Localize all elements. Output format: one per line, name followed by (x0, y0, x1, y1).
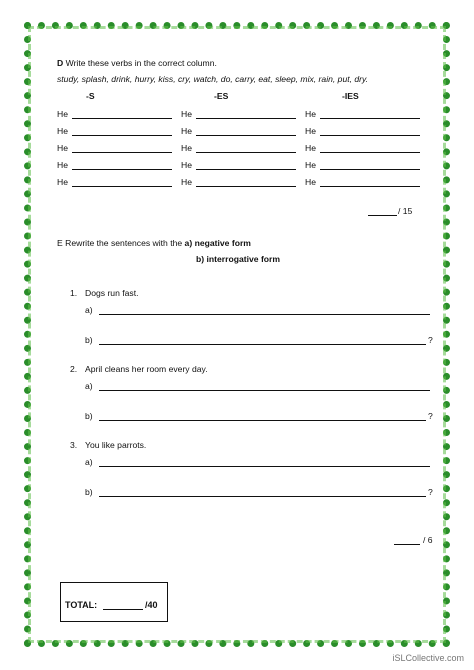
row-prefix-he: He (57, 143, 68, 153)
answer-blank[interactable] (196, 152, 296, 153)
question-mark: ? (428, 411, 433, 421)
row-prefix-he: He (181, 126, 192, 136)
negative-answer-line[interactable] (99, 466, 430, 467)
verb-list: study, splash, drink, hurry, kiss, cry, watch, do, carry, eat, sleep, mix, rain, put, dry. (57, 74, 369, 84)
section-e-letter: E (57, 238, 63, 248)
section-d-instruction: Write these verbs in the correct column. (65, 58, 217, 68)
answer-blank[interactable] (320, 186, 420, 187)
option-a-label: a) (85, 381, 93, 391)
answer-blank[interactable] (196, 169, 296, 170)
answer-blank[interactable] (196, 118, 296, 119)
total-out-of: /40 (145, 600, 158, 610)
interrogative-form-label: b) interrogative form (196, 254, 281, 264)
row-prefix-he: He (305, 126, 316, 136)
row-prefix-he: He (305, 160, 316, 170)
option-b-label: b) (85, 487, 93, 497)
row-prefix-he: He (305, 109, 316, 119)
section-d-letter: D (57, 58, 64, 68)
section-e-heading (57, 238, 251, 248)
interrogative-answer-line[interactable] (99, 420, 426, 421)
option-a-label: a) (85, 305, 93, 315)
row-prefix-he: He (57, 126, 68, 136)
row-prefix-he: He (181, 177, 192, 187)
row-prefix-he: He (57, 177, 68, 187)
column-header-s: -S (86, 91, 95, 101)
negative-form-label: a) negative form (184, 238, 251, 248)
negative-answer-line[interactable] (99, 314, 430, 315)
section-d-score-blank[interactable] (368, 215, 397, 216)
option-b-label: b) (85, 411, 93, 421)
answer-blank[interactable] (72, 169, 172, 170)
answer-blank[interactable] (320, 152, 420, 153)
option-a-label: a) (85, 457, 93, 467)
negative-answer-line[interactable] (99, 390, 430, 391)
item-sentence: Dogs run fast. (85, 288, 139, 298)
item-number: 2. (70, 364, 78, 374)
section-e-instruction: Rewrite the sentences with the (65, 238, 183, 248)
row-prefix-he: He (57, 109, 68, 119)
total-blank[interactable] (103, 609, 143, 610)
row-prefix-he: He (305, 177, 316, 187)
question-mark: ? (428, 487, 433, 497)
item-sentence: April cleans her room every day. (85, 364, 208, 374)
row-prefix-he: He (181, 160, 192, 170)
answer-blank[interactable] (72, 186, 172, 187)
row-prefix-he: He (305, 143, 316, 153)
interrogative-answer-line[interactable] (99, 344, 426, 345)
section-e-score: / 6 (423, 535, 433, 545)
answer-blank[interactable] (196, 135, 296, 136)
item-sentence: You like parrots. (85, 440, 147, 450)
answer-blank[interactable] (196, 186, 296, 187)
total-label: TOTAL: (65, 600, 98, 610)
column-header-es: -ES (214, 91, 229, 101)
answer-blank[interactable] (72, 135, 172, 136)
answer-blank[interactable] (72, 152, 172, 153)
option-b-label: b) (85, 335, 93, 345)
section-d-heading (57, 58, 217, 68)
interrogative-answer-line[interactable] (99, 496, 426, 497)
row-prefix-he: He (181, 143, 192, 153)
row-prefix-he: He (181, 109, 192, 119)
item-number: 1. (70, 288, 78, 298)
section-d-score: / 15 (398, 206, 413, 216)
column-header-ies: -IES (342, 91, 359, 101)
answer-blank[interactable] (320, 118, 420, 119)
row-prefix-he: He (57, 160, 68, 170)
section-e-score-blank[interactable] (394, 544, 420, 545)
answer-blank[interactable] (320, 169, 420, 170)
question-mark: ? (428, 335, 433, 345)
answer-blank[interactable] (72, 118, 172, 119)
answer-blank[interactable] (320, 135, 420, 136)
watermark: iSLCollective.com (392, 653, 464, 663)
item-number: 3. (70, 440, 78, 450)
